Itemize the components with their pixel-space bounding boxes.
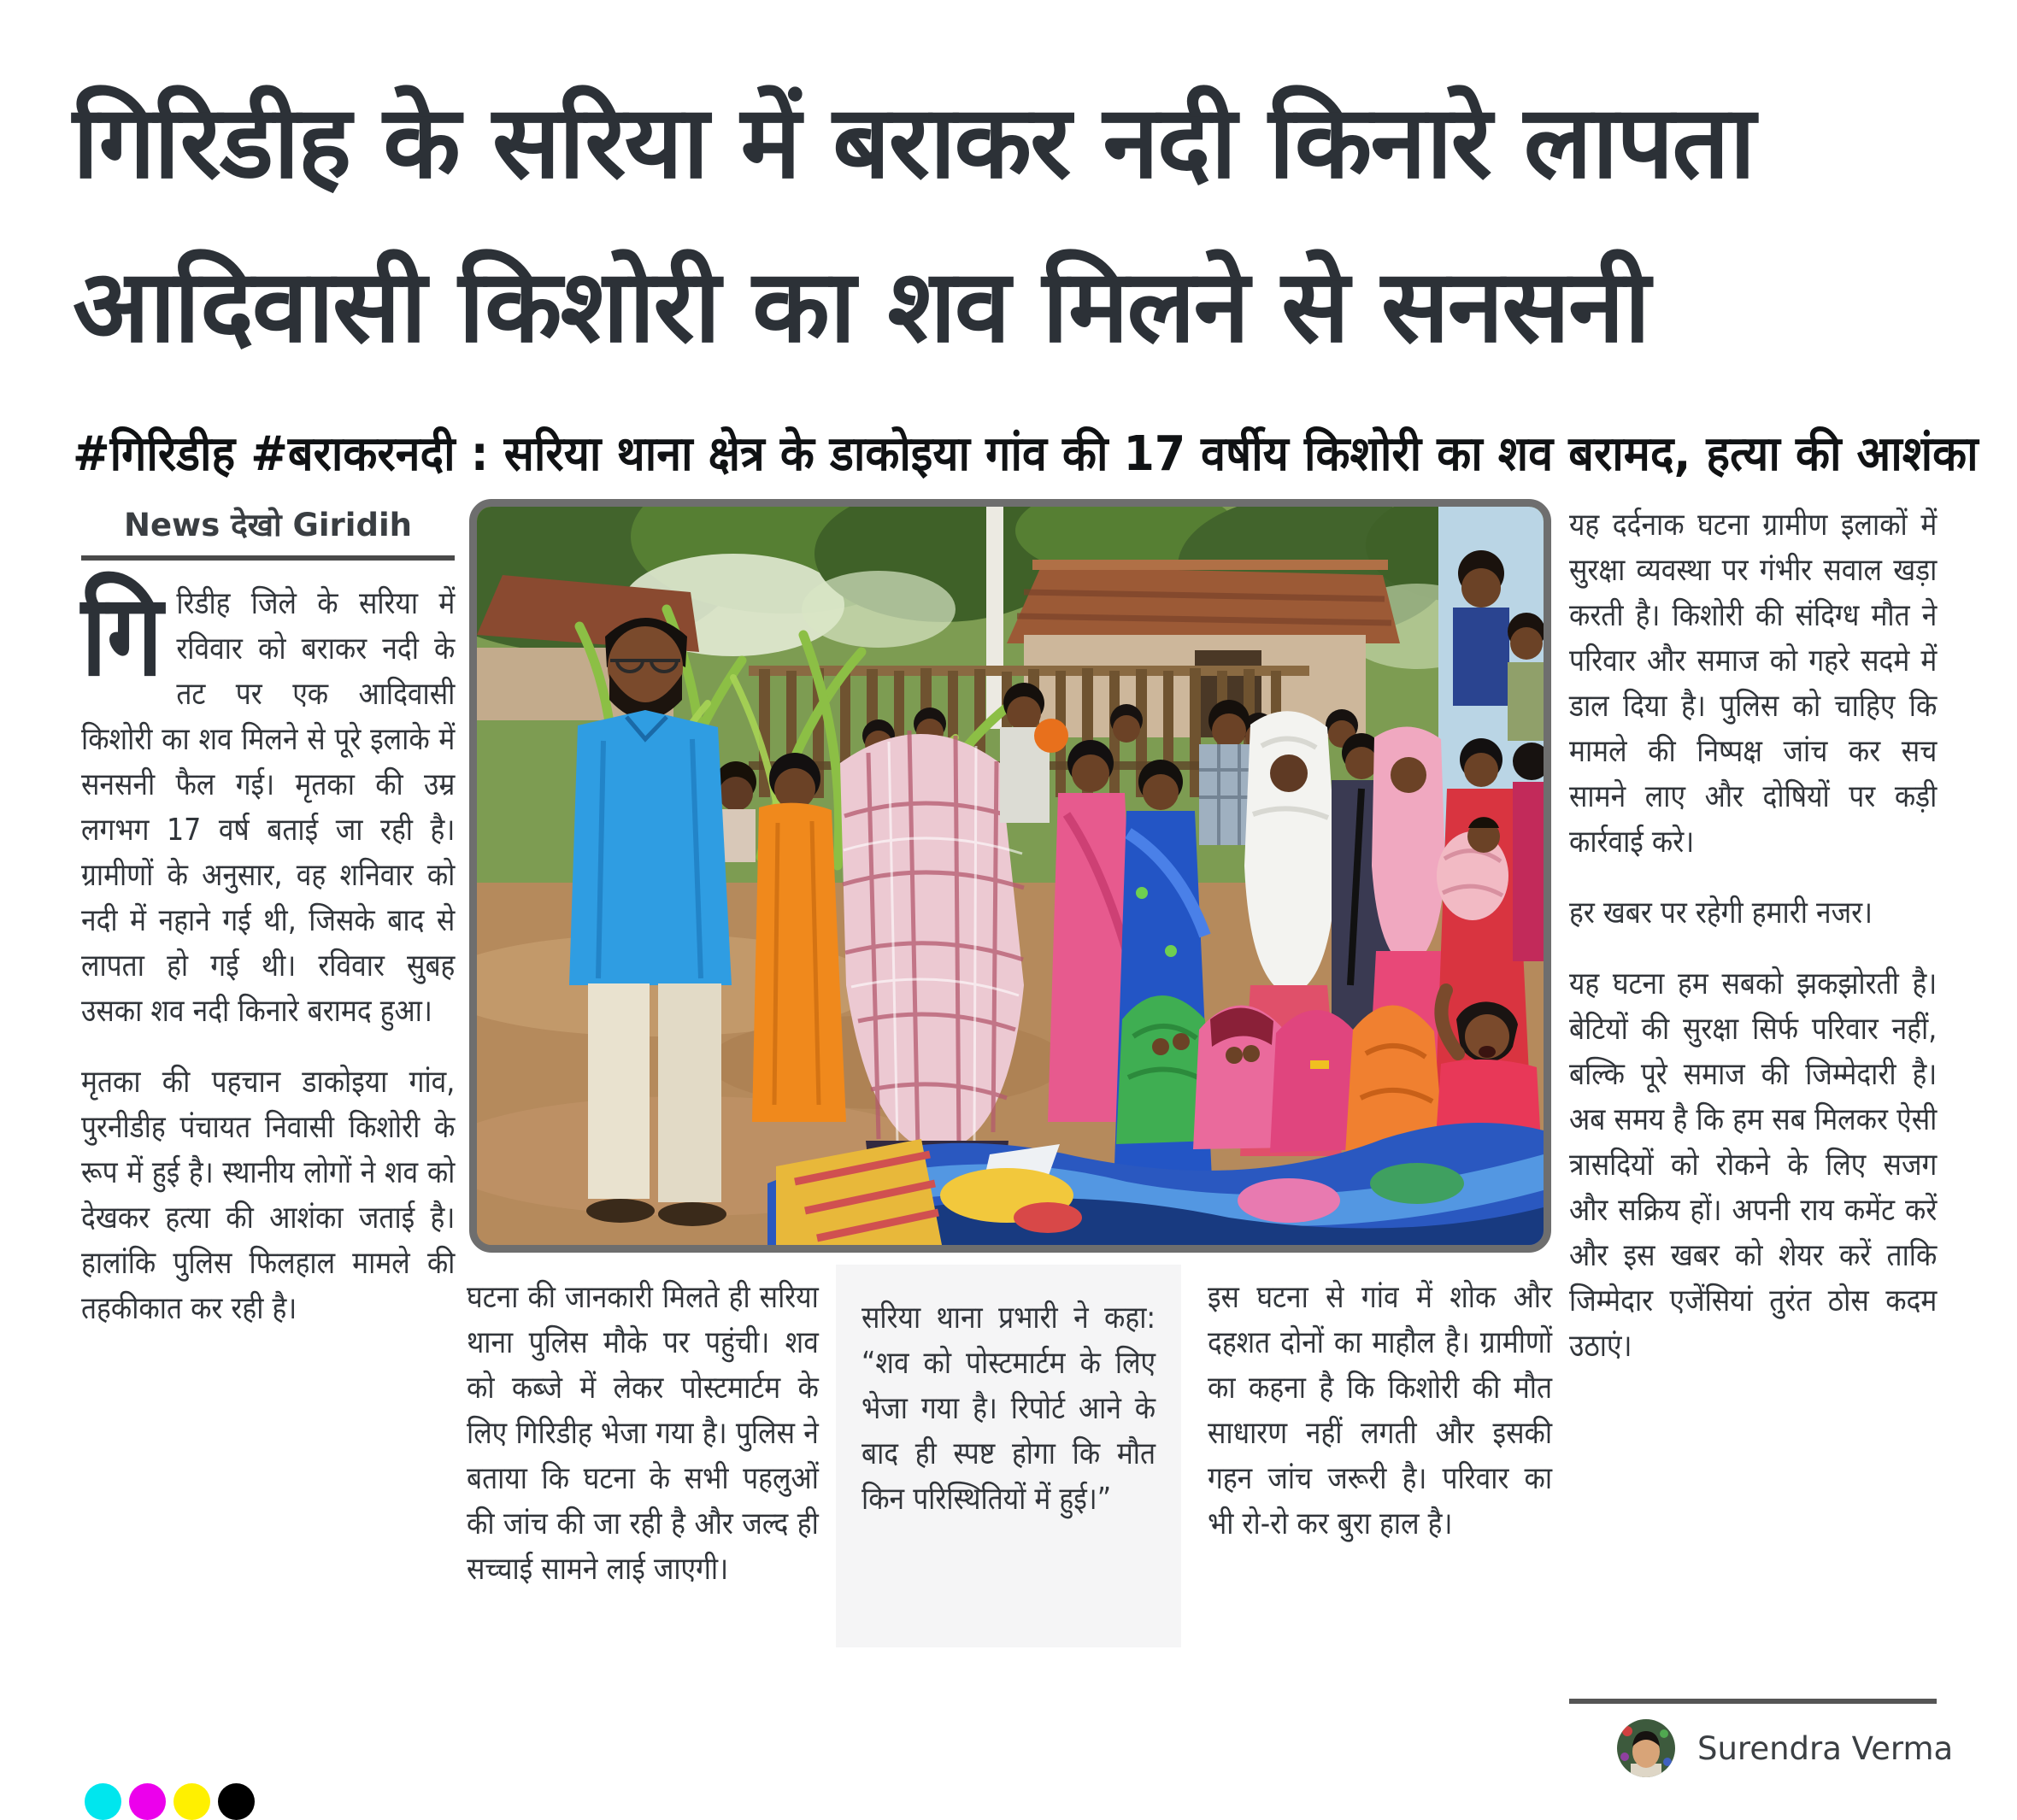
paragraph: यह दर्दनाक घटना ग्रामीण इलाकों में सुरक्षा व्यवस्था पर गंभीर सवाल खड़ा करती है। किशोरी की संदिग्ध मौत ने परिवार और समाज को गहरे सदमे में डाल दिया है। पुलिस को चाहिए कि मामले की निष्पक्ष जांच कर सच सामने लाए और दोषियों पर कड़ी कार्रवाई करे। [1569, 508, 1938, 860]
column-2 [467, 1275, 819, 1592]
print-dot-magenta [129, 1783, 166, 1820]
brand-byline: News देखो Giridih [123, 507, 412, 543]
author-row [1617, 1719, 1953, 1777]
quote-box [836, 1265, 1181, 1647]
byline-rule [81, 555, 455, 561]
author-name: Surendra Verma [1697, 1729, 1954, 1767]
headline-line-2: आदिवासी किशोरी का शव मिलने से सनसनी [73, 247, 1649, 365]
right-column [1569, 502, 1937, 1369]
lead-paragraph [81, 570, 456, 1034]
paragraph: हर खबर पर रहेगी हमारी नजर। [1569, 895, 1873, 931]
avatar-image [1617, 1719, 1675, 1777]
paragraph: घटना की जानकारी मिलते ही सरिया थाना पुलिस मौके पर पहुंची। शव को कब्जे में लेकर पोस्टमार्टम के लिए गिरिडीह भेजा गया है। पुलिस ने बताया कि घटना के सभी पहलुओं की जांच की जा रही है और जल्द ही सच्चाई सामने लाई जाएगी। [467, 1280, 819, 1587]
lead-paragraph-text: रिडीह जिले के सरिया में रविवार को बराकर नदी के तट पर एक आदिवासी किशोरी का शव मिलने से पूरे इलाके में सनसनी फैल गई। मृतका की उम्र लगभग 17 वर्ष बताई जा रही है। ग्रामीणों के अनुसार, वह शनिवार को नदी में नहाने गई थी, जिसके बाद से लापता हो गई थी। रविवार सुबह उसका शव नदी किनारे बरामद हुआ। [81, 586, 456, 1029]
quote-paragraph: सरिया थाना प्रभारी ने कहा: “शव को पोस्टमार्टम के लिए भेजा गया है। रिपोर्ट आने के बाद ही स्पष्ट होगा कि मौत किन परिस्थितियों में हुई।” [861, 1300, 1156, 1517]
paragraph: यह घटना हम सबको झकझोरती है। बेटियों की सुरक्षा सिर्फ परिवार नहीं, बल्कि पूरे समाज की जिम्मेदारी है। अब समय है कि हम सब मिलकर ऐसी त्रासदियों को रोकने के लिए सजग और सक्रिय हों। अपनी राय कमेंट करें और इस खबर को शेयर करें ताकि जिम्मेदार एजेंसियां तुरंत ठोस कदम उठाएं। [1569, 966, 1938, 1364]
left-column [81, 506, 455, 1331]
subheading [73, 427, 1979, 487]
dropcap: गि [81, 570, 163, 702]
headline-line-1: गिरिडीह के सरिया में बराकर नदी किनारे लापता [73, 83, 1755, 201]
paragraph: इस घटना से गांव में शोक और दहशत दोनों का माहौल है। ग्रामीणों का कहना है कि किशोरी की मौत साधारण नहीं लगती और इसकी गहन जांच जरूरी है। परिवार का भी रो-रो कर बुरा हाल है। [1208, 1280, 1553, 1541]
print-marks [85, 1783, 255, 1820]
column-4 [1208, 1275, 1552, 1547]
paragraph: मृतका की पहचान डाकोइया गांव, पुरनीडीह पंचायत निवासी किशोरी के रूप में हुई है। स्थानीय लोगों ने शव को देखकर हत्या की आशंका जताई है। हालांकि पुलिस फिलहाल मामले की तहकीकात कर रही है। [81, 1065, 456, 1326]
print-dot-black [218, 1783, 255, 1820]
print-dot-yellow [173, 1783, 210, 1820]
left-column-text [81, 570, 456, 1331]
headline [73, 67, 1966, 395]
news-photo [469, 499, 1551, 1253]
author-avatar [1617, 1719, 1675, 1777]
footer-rule [1569, 1699, 1937, 1704]
print-dot-cyan [85, 1783, 121, 1820]
photo-illustration [477, 507, 1544, 1245]
subheading-text: #गिरिडीह #बराकरनदी : सरिया थाना क्षेत्र के डाकोइया गांव की 17 वर्षीय किशोरी का शव बरामद, हत्या की आशंका [73, 426, 1979, 482]
